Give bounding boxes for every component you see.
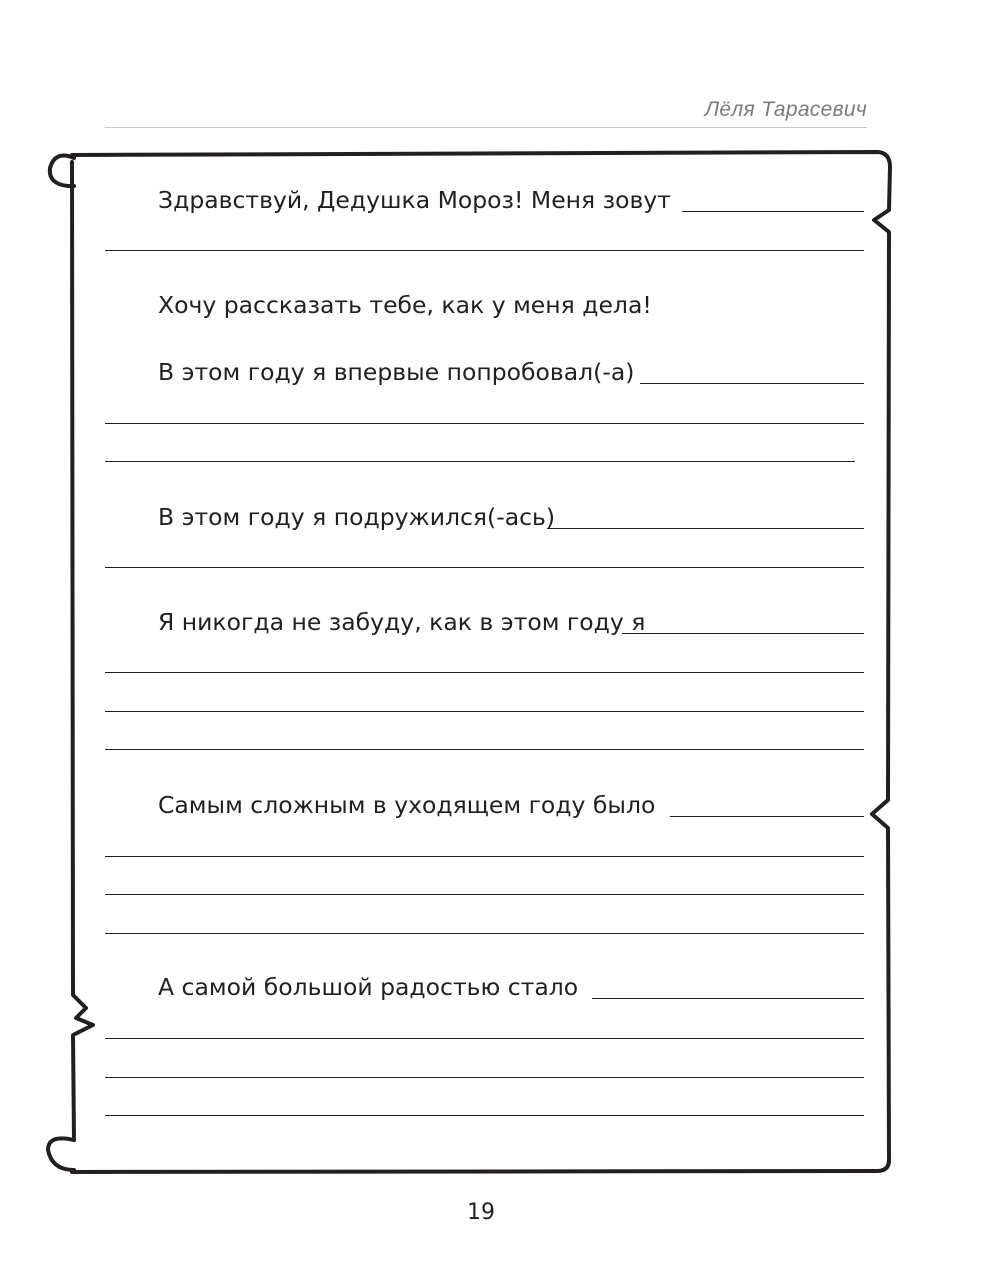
friends-blank-line[interactable] (547, 528, 864, 529)
answer-line[interactable] (105, 894, 864, 895)
answer-line[interactable] (105, 567, 864, 568)
name-blank-line[interactable] (682, 211, 864, 212)
answer-line[interactable] (105, 461, 855, 462)
joy-text: А самой большой радостью стало (158, 973, 579, 1001)
joy-blank-line[interactable] (592, 998, 864, 999)
hardest-text: Самым сложным в уходящем году было (158, 791, 656, 819)
answer-line[interactable] (105, 423, 864, 424)
answer-line[interactable] (105, 1115, 864, 1116)
friends-text: В этом году я подружился(-ась) (158, 503, 556, 531)
answer-line[interactable] (105, 1038, 864, 1039)
author-name: Лёля Тарасевич (704, 98, 867, 121)
hardest-blank-line[interactable] (670, 816, 864, 817)
answer-line[interactable] (105, 672, 864, 673)
memory-blank-line[interactable] (622, 633, 864, 634)
answer-line[interactable] (105, 250, 864, 251)
answer-line[interactable] (105, 749, 864, 750)
answer-line[interactable] (105, 1077, 864, 1078)
first-try-blank-line[interactable] (640, 383, 864, 384)
answer-line[interactable] (105, 711, 864, 712)
first-try-text: В этом году я впервые попробовал(-а) (158, 358, 635, 386)
answer-line[interactable] (105, 856, 864, 857)
answer-line[interactable] (105, 933, 864, 934)
page-number: 19 (467, 1200, 495, 1225)
memory-text: Я никогда не забуду, как в этом году я (158, 608, 646, 636)
greeting-text: Здравствуй, Дедушка Мороз! Меня зовут (158, 186, 671, 214)
intro-text: Хочу рассказать тебе, как у меня дела! (158, 291, 652, 319)
